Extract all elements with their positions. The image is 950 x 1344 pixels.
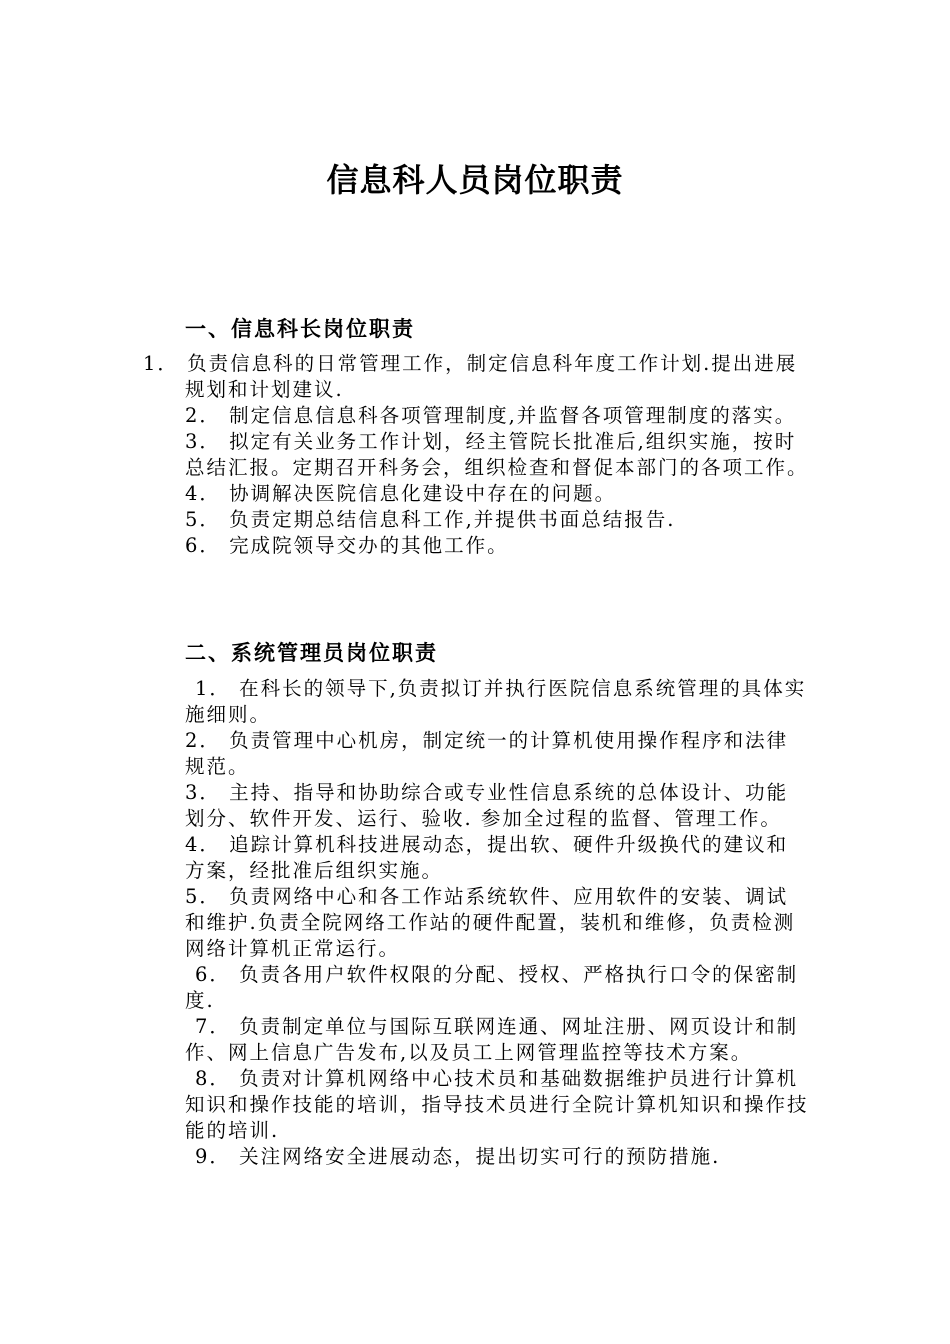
list-item: 4． 追踪计算机科技进展动态，提出软、硬件升级换代的建议和方案，经批准后组织实施。	[185, 833, 789, 882]
section-body	[143, 351, 809, 559]
list-item: 4． 协调解决医院信息化建设中存在的问题。	[185, 482, 617, 505]
list-item: 1． 负责信息科的日常管理工作，制定信息科年度工作计划.提出进展规划和计划建议.	[143, 352, 798, 401]
list-item: 2． 制定信息信息科各项管理制度,并监督各项管理制度的落实。	[185, 404, 797, 427]
section-heading: 一、信息科长岗位职责	[185, 316, 415, 341]
list-item: 5． 负责网络中心和各工作站系统软件、应用软件的安装、调试和维护.负责全院网络工作站的硬件配置，装机和维修，负责检测网络计算机正常运行。	[185, 885, 796, 960]
list-item: 5． 负责定期总结信息科工作,并提供书面总结报告.	[185, 508, 676, 531]
list-item: 6． 负责各用户软件权限的分配、授权、严格执行口令的保密制度.	[185, 963, 799, 1012]
section-body	[185, 676, 809, 1170]
list-item: 7． 负责制定单位与国际互联网连通、网址注册、网页设计和制作、网上信息广告发布,以及员工上网管理监控等技术方案。	[185, 1015, 799, 1064]
list-item: 3． 主持、指导和协助综合或专业性信息系统的总体设计、功能划分、软件开发、运行、验收. 参加全过程的监督、管理工作。	[185, 781, 789, 830]
section-heading: 二、系统管理员岗位职责	[185, 640, 438, 665]
list-item: 8． 负责对计算机网络中心技术员和基础数据维护员进行计算机知识和操作技能的培训，指导技术员进行全院计算机知识和操作技能的培训.	[185, 1067, 809, 1142]
list-item: 6． 完成院领导交办的其他工作。	[185, 534, 509, 557]
list-item: 2． 负责管理中心机房，制定统一的计算机使用操作程序和法律规范。	[185, 729, 789, 778]
list-item: 9． 关注网络安全进展动态，提出切实可行的预防措施.	[195, 1145, 721, 1168]
page-title: 信息科人员岗位职责	[326, 161, 624, 199]
list-item: 3． 拟定有关业务工作计划，经主管院长批准后,组织实施，按时总结汇报。定期召开科务会，组织检查和督促本部门的各项工作。	[185, 430, 809, 479]
list-item: 1． 在科长的领导下,负责拟订并执行医院信息系统管理的具体实施细则。	[185, 677, 807, 726]
